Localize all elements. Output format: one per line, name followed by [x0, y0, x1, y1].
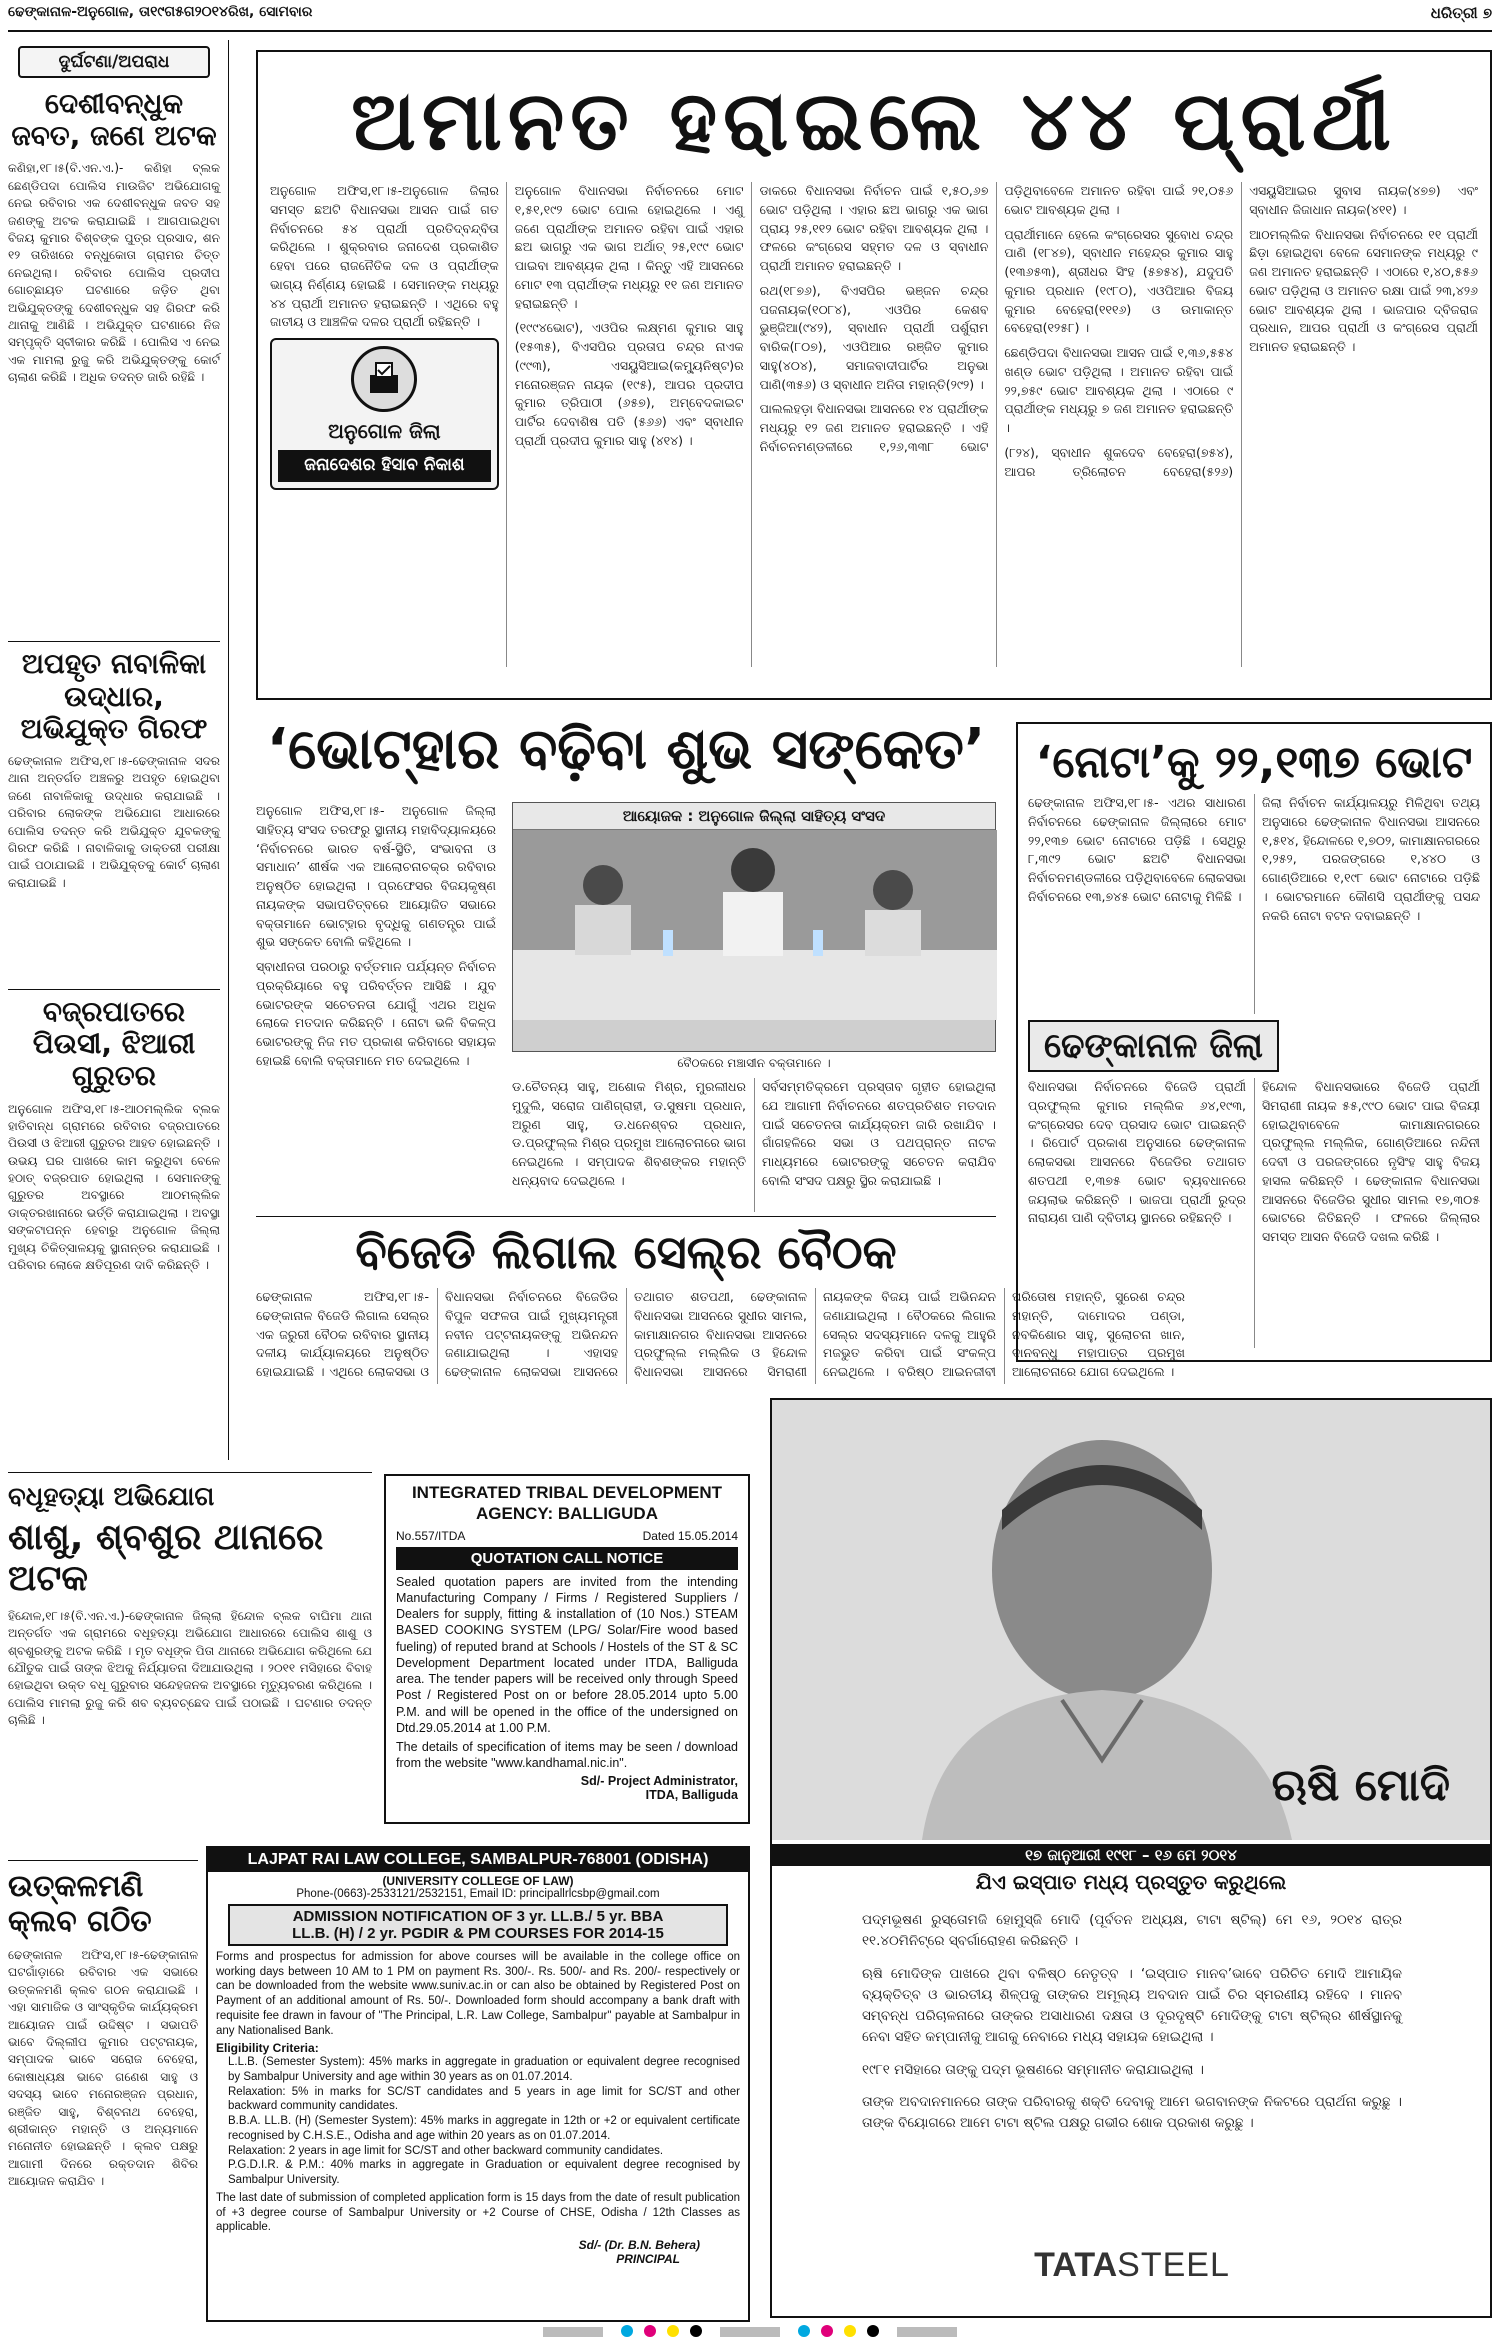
law-intro: Forms and prospectus for admission for above courses will be available in the college office on working days between 10 AM to 1 PM on payment Rs. 300/-. Rs. 500/- and Rs. 200/- respectively or can be downloaded from the website www.suniv.ac.in or can also be obtained by Registered Post on Payment of an additional amount of Rs. 50/-. Downloaded form should accompany a bank draft with requisite fee drawn in favour of "The Principal, L.R. Law College, Sambalpur" payable at Sambalpur in any Nationalised Bank.	[216, 1951, 740, 2037]
registration-strip	[0, 2322, 1500, 2337]
registration-bar	[897, 2327, 957, 2337]
law-signature: Sd/- (Dr. B.N. Behera)	[578, 2237, 700, 2252]
club-body: ଢେଙ୍କାନାଳ ଅଫିସ,୧୮।୫-ଢେଙ୍କାନାଳ ଘଟଗାଁଡ଼ାରେ ରବିବାର ଏକ ସଭାରେ ଉତ୍କଳମଣି କ୍ଲବ ଗଠନ କରାଯାଇଛି । ଏହା ସାମାଜିକ ଓ ସାଂସ୍କୃତିକ କାର୍ଯ୍ୟକ୍ରମ ଆୟୋଜନ ପାଇଁ ଉଦ୍ଦିଷ୍ଟ । ସଭାପତି ଭାବେ ଦିଲ୍ଲୀପ କୁମାର ପଟ୍ଟନାୟକ, ସମ୍ପାଦକ ଭାବେ ସରୋଜ ବେହେରା, କୋଷାଧ୍ୟକ୍ଷ ଭାବେ ଗଣେଶ ସାହୁ ଓ ସଦସ୍ୟ ଭାବେ ମନୋରଞ୍ଜନ ପ୍ରଧାନ, ରଞ୍ଜିତ ସାହୁ, ବିଶ୍ବନାଥ ବେହେରା, ଶ୍ରୀକାନ୍ତ ମହାନ୍ତି ଓ ଅନ୍ୟମାନେ ମନୋନୀତ ହୋଇଛନ୍ତି । କ୍ଲବ ପକ୍ଷରୁ ଆଗାମୀ ଦିନରେ ରକ୍ତଦାନ ଶିବିର ଆୟୋଜନ କରାଯିବ ।	[8, 1948, 198, 2189]
lead-para: ଛେଣ୍ଡିପଦା ବିଧାନସଭା ଆସନ ପାଇଁ ୧,୩୬,୫୫୪ ଖଣ୍ଡ ଭୋଟ ପଡ଼ିଥିଲା । ଅମାନତ ରହିବା ପାଇଁ ୨୨,୭୫୯ ଭୋଟ ଆବଶ୍ୟକ ଥିଲା । ଏଠାରେ ୯ ପ୍ରାର୍ଥୀଙ୍କ ମଧ୍ୟରୁ ୭ ଜଣ ଅମାନତ ହରାଇଛନ୍ତି ।	[1004, 345, 1234, 435]
vote-headline: ‘ଭୋଟ୍‌ହାର ବଢ଼ିବା ଶୁଭ ସଙ୍କେତ’	[266, 717, 986, 782]
club-story	[8, 1860, 198, 2320]
cyan-dot	[798, 2325, 810, 2337]
itda-signature: Sd/- Project Administrator,	[580, 1773, 738, 1788]
obituary-name: ଋଷି ମୋଦି	[1271, 1760, 1450, 1811]
lead-para: ଡାକରେ ବିଧାନସଭା ନିର୍ବାଚନ ପାଇଁ ୧,୫୦,୬୭ ଭୋଟ ପଡ଼ିଥିଲା । ଏହାର ଛଅ ଭାଗରୁ ଏକ ଭାଗ ପ୍ରାୟ ୨୫,୧୧୨ ଭୋଟ ରହିବା ଆବଶ୍ୟକ ଥିଲା । ଫଳରେ କଂଗ୍ରେସ ସହ୍ମତ ଦଳ ଓ ସ୍ବାଧୀନ ପ୍ରାର୍ଥୀ ଅମାନତ ହରାଇଛନ୍ତି ।	[759, 183, 989, 273]
sidebar-divider-1	[8, 641, 220, 642]
obituary-text	[862, 1910, 1402, 2146]
black-dot	[690, 2325, 702, 2337]
nota-body-bottom	[1028, 1078, 1480, 1348]
obituary-para: ତାଙ୍କ ଅବଦାନମାନରେ ତାଙ୍କ ପରିବାରକୁ ଶକ୍ତି ଦେବାକୁ ଆମେ ଭଗବାନଙ୍କ ନିକଟରେ ପ୍ରାର୍ଥନା କରୁଛୁ । ତାଙ୍କ ବିୟୋଗରେ ଆମେ ଟାଟା ଷ୍ଟିଲ ପକ୍ଷରୁ ଗଭୀର ଶୋକ ପ୍ରକାଶ କରୁଛୁ ।	[862, 2094, 1402, 2132]
dowry-kicker: ବଧୂହତ୍ୟା ଅଭିଯୋଗ	[8, 1482, 215, 1512]
ballot-box-icon	[351, 346, 417, 412]
nota-para: ଜିଲା ନିର୍ବାଚନ କାର୍ଯ୍ୟାଳୟରୁ ମିଳିଥିବା ତଥ୍ୟ ଅନୁସାରେ ଢେଙ୍କାନାଳ ବିଧାନସଭା ଆସନରେ ୧,୫୧୪, ହିନ୍ଦୋଳରେ ୧,୭୦୨, କାମାକ୍ଷାନଗରରେ ୧,୨୫୨, ପରଜଙ୍ଗରେ ୧,୪୪୦ ଓ ଗୋଣ୍ଡିଆରେ ୧,୧୯୮ ଭୋଟ ନୋଟାରେ ପଡ଼ିଛି । ଭୋଟରମାନେ କୌଣସି ପ୍ରାର୍ଥୀଙ୍କୁ ପସନ୍ଦ ନକରି ନୋଟା ବଟନ ଦବାଇଛନ୍ତି ।	[1262, 795, 1480, 923]
story-minor-body: ଢେଙ୍କାନାଳ ଅଫିସ,୧୮।୫-ଢେଙ୍କାନାଳ ସଦର ଥାନା ଅନ୍ତର୍ଗତ ଅଞ୍ଚଳରୁ ଅପହୃତ ହୋଇଥିବା ଜଣେ ନାବାଳିକାକୁ ଉଦ୍ଧାର କରାଯାଇଛି । ପରିବାର ଲୋକଙ୍କ ଅଭିଯୋଗ ଆଧାରରେ ପୋଲିସ ତଦନ୍ତ କରି ଅଭିଯୁକ୍ତ ଯୁବକଙ୍କୁ ଗିରଫ କରିଛି । ନାବାଳିକାକୁ ଡାକ୍ତରୀ ପରୀକ୍ଷା ପାଇଁ ପଠାଯାଇଛି । ଅଭିଯୁକ୍ତକୁ କୋର୍ଟ ଚାଲାଣ କରାଯାଇଛି ।	[8, 753, 220, 890]
lead-para: ପ୍ରାର୍ଥୀମାନେ ହେଲେ କଂଗ୍ରେସର ସୁବୋଧ ଚନ୍ଦ୍ର ପାଣି (୧୮୪୭), ସ୍ବାଧୀନ ମହେନ୍ଦ୍ର କୁମାର ସାହୁ (୧୩୬୫୩), ଶ୍ରୀଧର ସିଂହ (୫୭୫୪), ଯଦୁପତି କୁମାର ପ୍ରଧାନ (୧୯୮୦), ଏଓପିଆର ବିଜୟ କୁମାର ବେହେରା(୧୧୧୬) ଓ ଉମାକାନ୍ତ ବେହେରା(୧୨୫୮) ।	[1004, 226, 1234, 336]
story-lightning-body: ଅନୁଗୋଳ ଅଫିସ,୧୮।୫-ଆଠମଲ୍ଲିକ ବ୍ଲକ ହାତିବାନ୍ଧ ଗ୍ରାମରେ ରବିବାର ବଜ୍ରପାତରେ ପିଉସୀ ଓ ଝିଆରୀ ଗୁରୁତର ଆହତ ହୋଇଛନ୍ତି । ଉଭୟ ଘର ପାଖରେ କାମ କରୁଥିବା ବେଳେ ହଠାତ୍ ବଜ୍ରପାତ ହୋଇଥିଲା । ସେମାନଙ୍କୁ ଗୁରୁତର ଅବସ୍ଥାରେ ଆଠମଲ୍ଲିକ ଡାକ୍ତରଖାନାରେ ଭର୍ତ୍ତି କରାଯାଇଥିଲା । ଅବସ୍ଥା ସଙ୍କଟାପନ୍ନ ହେବାରୁ ଅନୁଗୋଳ ଜିଲ୍ଲା ମୁଖ୍ୟ ଚିକିତ୍ସାଳୟକୁ ସ୍ଥାନାନ୍ତର କରାଯାଇଛି । ପରିବାର ଲୋକେ କ୍ଷତିପୂରଣ ଦାବି କରିଛନ୍ତି ।	[8, 1101, 220, 1273]
law-signature-2: PRINCIPAL	[616, 2251, 680, 2266]
lead-para: ଅନୁଗୋଳ ଅଫିସ,୧୮।୫-ଅନୁଗୋଳ ଜିଲାର ସମସ୍ତ ଛଅଟି ବିଧାନସଭା ଆସନ ପାଇଁ ଗତ ନିର୍ବାଚନରେ ୫୪ ପ୍ରାର୍ଥୀ ପ୍ରତିଦ୍ବନ୍ଦ୍ବିତା କରିଥିଲେ । ଶୁକ୍ରବାର ଜନାଦେଶ ପ୍ରକାଶିତ ହେବା ପରେ ରାଜନୈତିକ ଦଳ ଓ ପ୍ରାର୍ଥୀଙ୍କ ଭାଗ୍ୟ ନିର୍ଣ୍ଣୟ ହୋଇଛି । ସେମାନଙ୍କ ମଧ୍ୟରୁ ୪୪ ପ୍ରାର୍ଥୀ ଅମାନତ ହରାଇଛନ୍ତି । ଏଥିରେ ବହୁ ଜାତୀୟ ଓ ଆଞ୍ଚଳିକ ଦଳର ପ୍ରାର୍ଥୀ ରହିଛନ୍ତି ।	[270, 183, 499, 330]
lead-body	[270, 182, 1478, 667]
magenta-dot	[821, 2325, 833, 2337]
vote-photo	[512, 802, 996, 1052]
speakers-photo-illustration	[513, 830, 997, 1020]
bjd-story	[256, 1216, 1185, 1386]
lead-story	[256, 50, 1492, 700]
district-logo	[270, 338, 499, 490]
itda-title: INTEGRATED TRIBAL DEVELOPMENT AGENCY: BALLIGUDA	[411, 1483, 723, 1524]
story-lightning-headline: ବଜ୍ରପାତରେ ପିଉସୀ, ଝିଆରୀ ଗୁରୁତର	[32, 994, 196, 1093]
district-logo-top: ଅନୁଗୋଳ ଜିଲା	[328, 419, 441, 443]
lead-para: ଆଠମଲ୍ଲିକ ବିଧାନସଭା ନିର୍ବାଚନରେ ୧୧ ପ୍ରାର୍ଥୀ ଛିଡ଼ା ହୋଇଥିବା ବେଳେ ସେମାନଙ୍କ ମଧ୍ୟରୁ ୯ ଜଣ ଅମାନତ ହରାଇଛନ୍ତି । ଏଠାରେ ୧,୪୦,୫୫୬ ଭୋଟ ପଡ଼ିଥିଲା ଓ ଅମାନତ ରକ୍ଷା ପାଇଁ ୨୩,୪୨୬ ଭୋଟ ଆବଶ୍ୟକ ଥିଲା । ଭାଜପାର ଦ୍ବିଜରାଜ ପ୍ରଧାନ, ଆପର ପ୍ରାର୍ଥୀ ଓ କଂଗ୍ରେସ ପ୍ରାର୍ଥୀ ଅମାନତ ହରାଇଛନ୍ତି ।	[1249, 226, 1478, 354]
dowry-story	[8, 1472, 372, 1852]
masthead	[8, 4, 1492, 26]
law-course-line-1: ADMISSION NOTIFICATION OF 3 yr. LL.B./ 5 yr. BBA	[292, 1908, 664, 1925]
bjd-body: ଢେଙ୍କାନାଳ ଅଫିସ,୧୮।୫-ଢେଙ୍କାନାଳ ବିଜେଡି ଲିଗାଲ ସେଲ୍‌ର ଏକ ଜରୁରୀ ବୈଠକ ରବିବାର ସ୍ଥାନୀୟ ଦଳୀୟ କାର୍ଯ୍ୟାଳୟରେ ଅନୁଷ୍ଠିତ ହୋଇଯାଇଛି । ଏଥିରେ ଲୋକସଭା ଓ ବିଧାନସଭା ନିର୍ବାଚନରେ ବିଜେଡିର ବିପୁଳ ସଫଳତା ପାଇଁ ମୁଖ୍ୟମନ୍ତ୍ରୀ ନବୀନ ପଟ୍ଟନାୟକଙ୍କୁ ଅଭିନନ୍ଦନ ଜଣାଯାଇଥିଲା । ଏହାସହ ଢେଙ୍କାନାଳ ଲୋକସଭା ଆସନରେ ତଥାଗତ ଶତପଥୀ, ଢେଙ୍କାନାଳ ବିଧାନସଭା ଆସନରେ ସୁଧୀର ସାମଲ, କାମାକ୍ଷାନଗର ବିଧାନସଭା ଆସନରେ ପ୍ରଫୁଲ୍ଲ ମଲ୍ଲିକ ଓ ହିନ୍ଦୋଳ ବିଧାନସଭା ଆସନରେ ସିମରାଣୀ ନାୟକଙ୍କ ବିଜୟ ପାଇଁ ଅଭିନନ୍ଦନ ଜଣାଯାଇଥିଲା । ବୈଠକରେ ଲିଗାଲ ସେଲ୍‌ର ସଦସ୍ୟମାନେ ଦଳକୁ ଆହୁରି ମଜଭୁତ କରିବା ପାଇଁ ସଂକଳ୍ପ ନେଇଥିଲେ । ବରିଷ୍ଠ ଆଇନଜୀବୀ ପରିତୋଷ ମହାନ୍ତି, ସୁରେଶ ଚନ୍ଦ୍ର ମହାନ୍ତି, ଦାମୋଦର ପଣ୍ଡା, ନବକିଶୋର ସାହୁ, ସୁଲୋଚନା ଖାନ, ଦାନବନ୍ଧୁ ମହାପାତ୍ର ପ୍ରମୁଖ ଆଲୋଚନାରେ ଯୋଗ ଦେଇଥିଲେ ।	[256, 1289, 1185, 1379]
portrait-photo	[772, 1400, 1490, 1840]
bjd-top-rule	[256, 1216, 996, 1217]
sidebar-rule	[228, 40, 229, 1460]
masthead-rule	[8, 30, 1492, 32]
itda-ad	[384, 1474, 750, 1824]
itda-notice-title: QUOTATION CALL NOTICE	[396, 1547, 738, 1570]
law-last-date: The last date of submission of completed application form is 15 days from the date of result publication of +3 degree course of Sambalpur University or +2 Course of CHSE, Odisha / 12th Classes as applicable.	[216, 2191, 740, 2234]
cyan-dot	[621, 2325, 633, 2337]
photo-caption: ବୈଠକରେ ମଞ୍ଚାସୀନ ବକ୍ତାମାନେ ।	[677, 1056, 831, 1070]
vote-col-right	[512, 1078, 996, 1212]
sidebar	[8, 40, 220, 1460]
obituary-tagline: ଯିଏ ଇସ୍ପାତ ମଧ୍ୟ ପ୍ରସ୍ତୁତ କରୁଥିଲେ	[975, 1870, 1287, 1894]
obituary-para: ୧୯୮୧ ମସିହାରେ ତାଙ୍କୁ ପଦ୍ମ ଭୂଷଣରେ ସମ୍ମାନୀତ କରାଯାଇଥିଲା ।	[862, 2061, 1204, 2078]
magenta-dot	[644, 2325, 656, 2337]
sidebar-divider-2	[8, 989, 220, 990]
section-label: ଦୁର୍ଘଟଣା/ଅପରାଧ	[18, 46, 210, 78]
yellow-dot	[844, 2325, 856, 2337]
law-eligibility-item: P.G.D.I.R. & P.M.: 40% marks in aggregate in Graduation or equivalent degree recognised by Sambalpur University.	[228, 2159, 740, 2187]
law-eligibility-item: Relaxation: 5% in marks for SC/ST candidates and 5 years in age limit for SC/ST and other backward community candidates.	[228, 2085, 740, 2113]
dowry-body: ହିନ୍ଦୋଳ,୧୮।୫(ବି.ଏନ.ଏ.)-ଢେଙ୍କାନାଳ ଜିଲ୍ଲା ହିନ୍ଦୋଳ ବ୍ଲକ ବାଘିମା ଥାନା ଅନ୍ତର୍ଗତ ଏକ ଗ୍ରାମରେ ବଧୂହତ୍ୟା ଅଭିଯୋଗ ଆଧାରରେ ପୋଲିସ ଶାଶୁ ଓ ଶ୍ବଶୁରଙ୍କୁ ଅଟକ କରିଛି । ମୃତ ବଧୂଙ୍କ ପିତା ଥାନାରେ ଅଭିଯୋଗ କରିଥିଲେ ଯେ ଯୌତୁକ ପାଇଁ ତାଙ୍କ ଝିଅକୁ ନିର୍ଯ୍ୟାତନା ଦିଆଯାଉଥିଲା । ୨୦୧୧ ମସିହାରେ ବିବାହ ହୋଇଥିବା ଉକ୍ତ ବଧୂ ଗୁରୁବାର ସନ୍ଦେହଜନକ ଅବସ୍ଥାରେ ମୃତ୍ୟୁବରଣ କରିଥିଲେ । ପୋଲିସ ମାମଲା ରୁଜୁ କରି ଶବ ବ୍ୟବଚ୍ଛେଦ ପାଇଁ ପଠାଇଛି । ଘଟଣାର ତଦନ୍ତ ଚାଲିଛି ।	[8, 1608, 372, 1728]
club-top-rule	[8, 1860, 198, 1861]
vote-para: ଅନୁଗୋଳ ଅଫିସ,୧୮।୫- ଅନୁଗୋଳ ଜିଲ୍ଲା ସାହିତ୍ୟ ସଂସଦ ତରଫରୁ ସ୍ଥାନୀୟ ମହାବିଦ୍ୟାଳୟରେ ‘ନିର୍ବାଚନରେ ଭାରତ ବର୍ଷ-ସ୍ଥିତି, ସଂଭାବନା ଓ ସମାଧାନ’ ଶୀର୍ଷକ ଏକ ଆଲୋଚନାଚକ୍ର ରବିବାର ଅନୁଷ୍ଠିତ ହୋଇଥିଲା । ପ୍ରଫେସର ବିଜୟକୃଷ୍ଣ ନାୟକଙ୍କ ସଭାପତିତ୍ବରେ ଆୟୋଜିତ ସଭାରେ ବକ୍ତାମାନେ ଭୋଟ୍‌ହାର ବୃଦ୍ଧିକୁ ଗଣତନ୍ତ୍ର ପାଇଁ ଶୁଭ ସଙ୍କେତ ବୋଲି କହିଥିଲେ ।	[256, 803, 496, 950]
law-eligibility-item: B.B.A. LL.B. (H) (Semester System): 45% marks in aggregate in 12th or +2 or equivalent certificate recognised by C.H.S.E., Odisha and age within 20 years as on 01.07.2014.	[228, 2115, 740, 2142]
lead-headline: ଅମାନତ ହରାଇଲେ ୪୪ ପ୍ରାର୍ଥୀ	[351, 74, 1397, 169]
itda-ref-row	[396, 1529, 738, 1543]
law-eligibility-title: Eligibility Criteria:	[216, 2041, 319, 2056]
obituary	[770, 1398, 1492, 2318]
district-logo-bottom: ଜନାଦେଶର ହିସାବ ନିକାଶ	[278, 450, 491, 482]
club-headline: ଉତ୍କଳମଣି କ୍ଲବ ଗଠିତ	[8, 1869, 152, 1939]
vote-para: ଡ.ଚୈତନ୍ୟ ସାହୁ, ଅଶୋକ ମିଶ୍ର, ମୁରଲୀଧର ମୁଦୁଲି, ସରୋଜ ପାଣିଗ୍ରାହୀ, ଡ.ସୁଷମା ପ୍ରଧାନ, ଅରୁଣ ସାହୁ, ଡ.ଧନେଶ୍ବର ପ୍ରଧାନ, ଡ.ପ୍ରଫୁଲ୍ଲ ମିଶ୍ର ପ୍ରମୁଖ ଆଲୋଚନାରେ ଭାଗ ନେଇଥିଲେ । ସମ୍ପାଦକ ଶିବଶଙ୍କର ମହାନ୍ତି ଧନ୍ୟବାଦ ଦେଇଥିଲେ ।	[512, 1079, 746, 1188]
nota-headline: ‘ନୋଟା’କୁ ୨୨,୧୩୭ ଭୋଟ	[1035, 737, 1473, 788]
law-eligibility-item: L.L.B. (Semester System): 45% marks in aggregate in graduation or equivalent degree recognised by Sambalpur University and age within 30 years as on 01.07.2014.	[228, 2056, 740, 2084]
tata-logo-bold: TATA	[1034, 2246, 1118, 2284]
dowry-headline: ଶାଶୁ, ଶ୍ବଶୁର ଥାନାରେ ଅଟକ	[8, 1517, 324, 1600]
nota-para: ଢେଙ୍କାନାଳ ଅଫିସ,୧୮।୫- ଏଥର ସାଧାରଣ ନିର୍ବାଚନରେ ଢେଙ୍କାନାଳ ଜିଲ୍ଲାରେ ମୋଟ ୨୨,୧୩୭ ଭୋଟ ନୋଟାରେ ପଡ଼ିଛି । ସେଥିରୁ ୮,୩୯୨ ଭୋଟ ଛଅଟି ବିଧାନସଭା ନିର୍ବାଚନମଣ୍ଡଳୀରେ ପଡ଼ିଥିବାବେଳେ ଲୋକସଭା ନିର୍ବାଚନରେ ୧୩,୭୪୫ ଭୋଟ ନୋଟାକୁ ମିଳିଛି ।	[1028, 795, 1246, 904]
nota-para: ବିଧାନସଭା ନିର୍ବାଚନରେ ବିଜେଡି ପ୍ରାର୍ଥୀ ପ୍ରଫୁଲ୍ଲ କୁମାର ମଲ୍ଲିକ ୬୪,୧୯୩, କଂଗ୍ରେସର ଦେବ ପ୍ରସାଦ ଭୋଟ ପାଇଛନ୍ତି । ରିପୋର୍ଟ ପ୍ରକାଶ ଅନୁସାରେ ଢେଙ୍କାନାଳ ଲୋକସଭା ଆସନରେ ବିଜେଡିର ତଥାଗତ ଶତପଥୀ ୧,୩୭୫ ଭୋଟ ବ୍ୟବଧାନରେ ଜୟଲାଭ କରିଛନ୍ତି । ଭାଜପା ପ୍ରାର୍ଥୀ ରୁଦ୍ର ନାରାୟଣ ପାଣି ଦ୍ବିତୀୟ ସ୍ଥାନରେ ରହିଛନ୍ତି ।	[1028, 1079, 1246, 1226]
district-label: ଢେଙ୍କାନାଳ ଜିଲା	[1028, 1020, 1279, 1072]
itda-dated: Dated 15.05.2014	[642, 1528, 738, 1543]
tata-steel-logo	[1012, 2246, 1252, 2285]
story-gun-headline: ଦେଶୀବନ୍ଧୁକ ଜବତ, ଜଣେ ଅଟକ	[11, 87, 217, 153]
lead-para: (୮୨୪), ସ୍ବାଧୀନ ଶୁକଦେବ ବେହେରା(୭୫୪), ଆପର ତ୍ରିଲୋଚନ ବେହେରା(୫୨୬) ଏସୟୁସିଆଇର ସୁବାସ ନାୟକ(୪୭୭) ଏବଂ ସ୍ବାଧୀନ ଜିଜାଧାନ ନାୟକ(୪୧୧) ।	[1004, 183, 1478, 479]
law-eligibility-item: Relaxation: 2 years in age limit for SC/ST and other backward community candidates.	[228, 2144, 664, 2157]
photo-banner: ଆୟୋଜକ : ଅନୁଗୋଳ ଜିଲ୍ଲା ସାହିତ୍ୟ ସଂସଦ	[513, 803, 995, 830]
vote-story	[256, 712, 996, 1212]
nota-story	[1016, 722, 1492, 1362]
lead-para: ରଥ(୧୮୭୬), ବିଏସପିର ଭଞ୍ଜନ ଚନ୍ଦ୍ର ପଜନାୟକ(୧୦୮୪), ଏଓପିର କେଶବ ଭୁଞ୍ଜିଆ(୯୪୨), ସ୍ବାଧୀନ ପ୍ରାର୍ଥୀ ପର୍ଶୁରାମ ବାରିକ(୮୦୭), ଏଓପିଆର ରଞ୍ଜିତ କୁମାର ସାହୁ(୪୦୪), ସମାଜବାଦୀପାର୍ଟିର ଅନୁଭା ପାଣି(୩୫୬) ଓ ସ୍ବାଧୀନ ଅନିତା ମହାନ୍ତି(୨୯୨) ।	[759, 282, 989, 392]
registration-bar	[720, 2327, 780, 2337]
black-dot	[867, 2325, 879, 2337]
obituary-para: ପଦ୍ମଭୂଷଣ ରୁସ୍ତୋମଜି ହୋମୁସ୍‌ଜି ମୋଦି (ପୂର୍ବତନ ଅଧ୍ୟକ୍ଷ, ଟାଟା ଷ୍ଟିଲ୍) ମେ ୧୬, ୨୦୧୪ ରାତ୍ର ୧୧.୪୦ମିନିଟ୍‌ରେ ସ୍ବର୍ଗାରୋହଣ କରିଛନ୍ତି ।	[862, 1912, 1402, 1949]
masthead-page: ଧରିତ୍ରୀ ୭	[1430, 4, 1492, 22]
itda-ref-no: No.557/ITDA	[396, 1528, 466, 1543]
nota-body-top	[1028, 794, 1480, 1014]
obituary-para: ଋଷି ମୋଦିଙ୍କ ପାଖରେ ଥିବା ବଳିଷ୍ଠ ନେତୃତ୍ବ । ‘ଇସ୍ପାତ ମାନବ’ଭାବେ ପରିଚିତ ମୋଦି ଆମାୟିକ ବ୍ୟକ୍ତିତ୍ବ ଓ ଭାରତୀୟ ଶିଳ୍ପକୁ ତାଙ୍କର ଅମୂଲ୍ୟ ଅବଦାନ ପାଇଁ ଚିର ସ୍ମରଣୀୟ ରହିବେ । ମାନବ ସମ୍ବନ୍ଧ ପରିଚାଳନାରେ ତାଙ୍କର ଅସାଧାରଣ ଦକ୍ଷତା ଓ ଦୂରଦୃଷ୍ଟି ମୋଦିଙ୍କୁ ଟାଟା ଷ୍ଟିଲ୍‌ର ଶୀର୍ଷସ୍ଥାନକୁ ନେବା ସହିତ କମ୍ପାନୀକୁ ଆଗକୁ ନେବାରେ ମଧ୍ୟ ସହାୟକ ହୋଇଥିଲା ।	[862, 1965, 1402, 2045]
yellow-dot	[667, 2325, 679, 2337]
law-title: LAJPAT RAI LAW COLLEGE, SAMBALPUR-768001 (ODISHA)	[208, 1848, 748, 1872]
nota-para: ହିନ୍ଦୋଳ ବିଧାନସଭାରେ ବିଜେଡି ପ୍ରାର୍ଥୀ ସିମରାଣୀ ନାୟକ ୫୫,୯୯୦ ଭୋଟ ପାଇ ବିଜୟୀ ହୋଇଥିବାବେଳେ କାମାକ୍ଷାନଗରରେ ପ୍ରଫୁଲ୍ଲ ମଲ୍ଲିକ, ଗୋଣ୍ଡିଆରେ ନନ୍ଦିନୀ ଦେବୀ ଓ ପରଜଙ୍ଗରେ ନୃସିଂହ ସାହୁ ବିଜୟ ହାସଲ କରିଛନ୍ତି । ଢେଙ୍କାନାଳ ବିଧାନସଭା ଆସନରେ ବିଜେଡିର ସୁଧୀର ସାମଲ ୧୭,୩୦୫ ଭୋଟରେ ଜିତିଛନ୍ତି । ଫଳରେ ଜିଲ୍ଲାର ସମସ୍ତ ଆସନ ବିଜେଡି ଦଖଲ କରିଛି ।	[1262, 1079, 1480, 1244]
obituary-dates: ୧୭ ଜାନୁଆରୀ ୧୯୧୮ – ୧୬ ମେ ୨୦୧୪	[772, 1844, 1490, 1866]
itda-details: The details of specification of items may be seen / download from the website "www.kandhamal.nic.in".	[396, 1740, 738, 1771]
dowry-top-rule	[8, 1472, 372, 1473]
law-course-box	[228, 1904, 728, 1946]
law-course-line-2: LL.B. (H) / 2 yr. PGDIR & PM COURSES FOR 2014-15	[292, 1925, 664, 1942]
vote-para: ସର୍ବସମ୍ମତିକ୍ରମେ ପ୍ରସ୍ତାବ ଗୃହୀତ ହୋଇଥିଲା ଯେ ଆଗାମୀ ନିର୍ବାଚନରେ ଶତପ୍ରତିଶତ ମତଦାନ ପାଇଁ ସଚେତନତା କାର୍ଯ୍ୟକ୍ରମ ଜାରି ରଖାଯିବ । ଗାଁଗହଳିରେ ସଭା ଓ ପଥପ୍ରାନ୍ତ ନାଟକ ମାଧ୍ୟମରେ ଭୋଟରଙ୍କୁ ସଚେତନ କରାଯିବ ବୋଲି ସଂସଦ ପକ୍ଷରୁ ସ୍ଥିର କରାଯାଇଛି ।	[762, 1079, 996, 1188]
itda-body: Sealed quotation papers are invited from the intending Manufacturing Company / Firms / Registered Suppliers / Dealers for supply, fitting & installation of (10 Nos.) STEAM BASED COOKING SYSTEM (LPG/ Solar/Fire wood based fueling) of reputed brand at Schools / Hostels of the ST & SC Development Department located under ITDA, Balliguda area. The tender papers will be received only through Speed Post / Registered Post on or before 28.05.2014 upto 5.00 P.M. and will be opened in the office of the undersigned on Dtd.29.05.2014 at 1.00 P.M.	[396, 1574, 738, 1735]
lead-para: (୧୯୯୪ଭୋଟ), ଏଓପିର ଲକ୍ଷ୍ମଣ କୁମାର ସାହୁ (୧୫୩୫), ବିଏସପିର ପ୍ରତାପ ଚନ୍ଦ୍ର ନାଏକ (୯୯୩), ଏସୟୁସିଆଇ(କମ୍ୟୁନିଷ୍ଟ)ର ମନୋରଞ୍ଜନ ନାୟକ (୧୯୫), ଆପର ପ୍ରଦୀପ କୁମାର ତ୍ରିପାଠୀ (୬୫୭), ଅମ୍ବେଦକାଇଟ ପାର୍ଟିର ଦେବାଶିଷ ପତି (୫୬୬) ଏବଂ ସ୍ବାଧୀନ ପ୍ରାର୍ଥୀ ପ୍ରଦୀପ କୁମାର ସାହୁ (୪୧୪) ।	[514, 320, 744, 448]
vote-col-left	[256, 802, 496, 1212]
registration-bar	[543, 2327, 603, 2337]
lead-para: ପାଲଲହଡ଼ା ବିଧାନସଭା ଆସନରେ ୧୪ ପ୍ରାର୍ଥୀଙ୍କ ମଧ୍ୟରୁ ୧୨ ଜଣ ଅମାନତ ହରାଇଛନ୍ତି । ଏହି ନିର୍ବାଚନମଣ୍ଡଳୀରେ ୧,୨୬,୩୩୮ ଭୋଟ ପଡ଼ିଥିବାବେଳେ ଅମାନତ ରହିବା ପାଇଁ ୨୧,୦୫୬ ଭୋଟ ଆବଶ୍ୟକ ଥିଲା ।	[759, 183, 1234, 454]
law-college-ad	[206, 1846, 750, 2322]
story-minor-headline: ଅପହୃତ ନାବାଳିକା ଉଦ୍ଧାର, ଅଭିଯୁକ୍ତ ଗିରଫ	[20, 647, 208, 745]
story-gun-body: କଣିହା,୧୮।୫(ବି.ଏନ.ଏ.)- କଣିହା ବ୍ଲକ ଛେଣ୍ଡିପଦା ପୋଲିସ ମାଉଜିଟ ଅଭିଯୋଗକୁ ନେଇ ରବିବାର ଏକ ଦେଶୀବନ୍ଧୁକ ଜବତ ସହ ଜଣଙ୍କୁ ଅଟକ କରାଯାଇଛି । ଆଗପାଇଥିବା ବିଜୟ କୁମାର ବିଶ୍ବଙ୍କ ପୁତ୍ର ପ୍ରସାଦ, ଶନ ୧୨ ତାରିଖରେ ବନ୍ଧୁକୋତା ଗ୍ରାମର ଚିତ୍ତ ନେଇଥିଲା। ରବିବାର ପୋଲିସ ପ୍ରଦୀପ ଗୋଚ୍ଛାୟତ ଘଟଣାରେ ଜଡ଼ିତ ଥିବା ଅଭିଯୁକ୍ତଙ୍କୁ ଦେଶୀବନ୍ଧୁକ ସହ ଗିରଫ କରି ଥାନାକୁ ଆଣିଛି । ଅଭିଯୁକ୍ତ ଘଟଣାରେ ନିଜ ସମ୍ପୃକ୍ତି ସ୍ବୀକାର କରିଛି । ପୋଲିସ ଏ ନେଇ ଏକ ମାମଲା ରୁଜୁ କରି ଅଭିଯୁକ୍ତଙ୍କୁ କୋର୍ଟ ଚାଲାଣ କରିଛି । ଅଧିକ ତଦନ୍ତ ଜାରି ରହିଛି ।	[8, 161, 220, 385]
itda-signature-2: ITDA, Balliguda	[645, 1787, 738, 1802]
masthead-dateline: ଢେଙ୍କାନାଳ-ଅନୁଗୋଳ, ତା୧୯ଗ୫ଗ୨୦୧୪ରିଖ, ସୋମବାର	[8, 4, 313, 20]
lead-para: ଅନୁଗୋଳ ବିଧାନସଭା ନିର୍ବାଚନରେ ମୋଟ ୧,୫୧,୧୯୨ ଭୋଟ ପୋଲ ହୋଇଥିଲେ । ଏଣୁ ଜଣେ ପ୍ରାର୍ଥୀଙ୍କ ଅମାନତ ରହିବା ପାଇଁ ଏହାର ଛଅ ଭାଗରୁ ଏକ ଭାଗ ଅର୍ଥାତ୍ ୨୫,୧୯୯ ଭୋଟ ପାଇବା ଆବଶ୍ୟକ ଥିଲା । କିନ୍ତୁ ଏହି ଆସନରେ ମୋଟ ୧୩ ପ୍ରାର୍ଥୀଙ୍କ ମଧ୍ୟରୁ ୧୧ ଜଣ ଅମାନତ ହରାଇଛନ୍ତି ।	[514, 183, 744, 311]
tata-logo-light: STEEL	[1117, 2246, 1230, 2284]
vote-para: ସ୍ବାଧୀନତା ପରଠାରୁ ବର୍ତ୍ତମାନ ପର୍ଯ୍ୟନ୍ତ ନିର୍ବାଚନ ପ୍ରକ୍ରିୟାରେ ବହୁ ପରିବର୍ତ୍ତନ ଆସିଛି । ଯୁବ ଭୋଟରଙ୍କ ସଚେତନତା ଯୋଗୁଁ ଏଥର ଅଧିକ ଲୋକେ ମତଦାନ କରିଛନ୍ତି । ନୋଟା ଭଳି ବିକଳ୍ପ ଭୋଟରଙ୍କୁ ନିଜ ମତ ପ୍ରକାଶ କରିବାରେ ସହାୟକ ହୋଇଛି ବୋଲି ବକ୍ତାମାନେ ମତ ଦେଇଥିଲେ ।	[256, 959, 496, 1068]
bjd-headline: ବିଜେଡି ଲିଗାଲ ସେଲ୍‌ର ବୈଠକ	[355, 1225, 897, 1279]
law-contact: Phone-(0663)-2533121/2532151, Email ID: principallrlcsbp@gmail.com	[296, 1888, 660, 1900]
law-subtitle: (UNIVERSITY COLLEGE OF LAW)	[382, 1874, 574, 1888]
